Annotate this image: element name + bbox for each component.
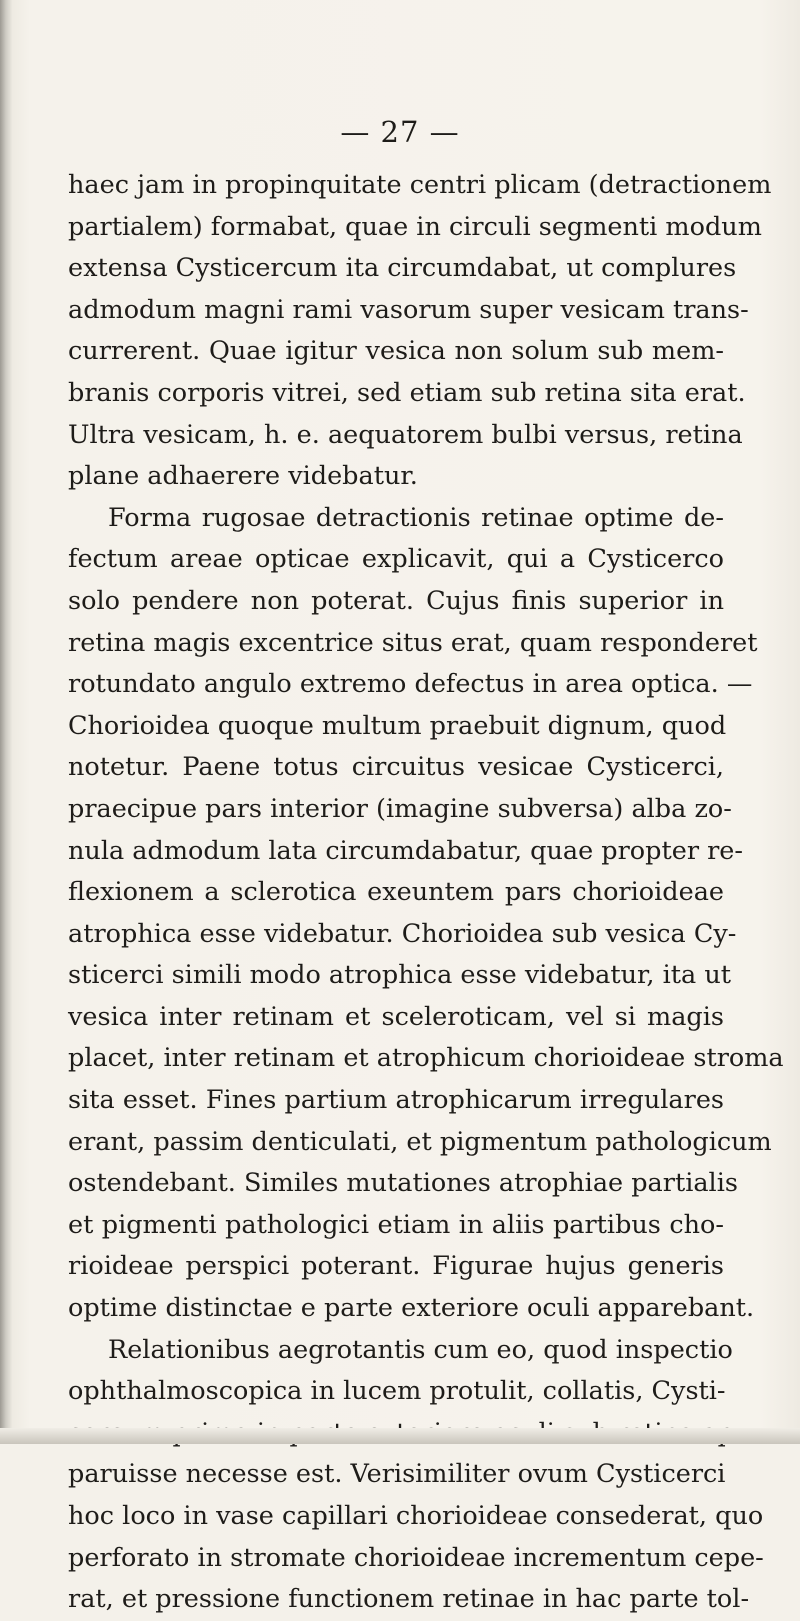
text-line: vesica inter retinam et sceleroticam, vel si magis <box>68 1001 724 1032</box>
text-line: retina magis excentrice situs erat, quam responderet <box>68 627 758 658</box>
text-line: fectum areae opticae explicavit, qui a Cysticerco <box>68 544 724 575</box>
text-line: perforato in stromate chorioideae incrementum cepe- <box>68 1542 764 1573</box>
text-line: extensa Cysticercum ita circumdabat, ut complures <box>68 253 737 284</box>
text-line: rioideae perspici poterant. Figurae hujus generis <box>68 1251 724 1282</box>
text-line: sita esset. Fines partium atrophicarum irregulares <box>68 1085 724 1116</box>
text-line: currerent. Quae igitur vesica non solum sub mem- <box>68 336 724 367</box>
page-number: — 27 — <box>340 115 460 149</box>
text-line: ophthalmoscopica in lucem protulit, collatis, Cysti- <box>68 1376 726 1407</box>
text-line: nula admodum lata circumdabatur, quae propter re- <box>68 835 744 866</box>
text-line: Forma rugosae detractionis retinae optime de- <box>108 502 724 533</box>
text-line: atrophica esse videbatur. Chorioidea sub vesica Cy- <box>68 918 737 949</box>
text-line: notetur. Paene totus circuitus vesicae Cysticerci, <box>68 752 724 783</box>
text-line: et pigmenti pathologici etiam in aliis partibus cho- <box>68 1209 724 1240</box>
page-bottom-edge <box>0 1428 800 1444</box>
text-line: sticerci simili modo atrophica esse videbatur, ita ut <box>68 960 731 991</box>
text-line: Chorioidea quoque multum praebuit dignum, quod <box>68 710 727 741</box>
text-line: rat, et pressione functionem retinae in hac parte tol- <box>68 1584 750 1615</box>
text-line: Ultra vesicam, h. e. aequatorem bulbi versus, retina <box>68 419 743 450</box>
page-gutter-edge <box>0 0 12 1444</box>
text-line: branis corporis vitrei, sed etiam sub retina sita erat. <box>68 377 746 408</box>
body-text <box>68 165 784 1621</box>
text-line: flexionem a sclerotica exeuntem pars chorioideae <box>68 877 724 908</box>
text-line: hoc loco in vase capillari chorioideae consederat, quo <box>68 1501 764 1531</box>
text-line: optime distinctae e parte exteriore oculi apparebant. <box>68 1293 755 1324</box>
text-line: erant, passim denticulati, et pigmentum pathologicum <box>68 1126 772 1157</box>
text-line: plane adhaerere videbatur. <box>68 461 418 492</box>
text-line: ostendebant. Similes mutationes atrophiae partialis <box>68 1168 738 1199</box>
text-line: paruisse necesse est. Verisimiliter ovum Cysticerci <box>68 1459 726 1490</box>
text-line: Relationibus aegrotantis cum eo, quod inspectio <box>108 1334 733 1365</box>
text-line: rotundato angulo extremo defectus in area optica. — <box>68 669 753 700</box>
text-line: solo pendere non poterat. Cujus finis superior in <box>68 585 724 616</box>
text-line: placet, inter retinam et atrophicum chorioideae stroma <box>68 1043 784 1074</box>
text-line: haec jam in propinquitate centri plicam (detractionem <box>68 170 772 200</box>
text-line: praecipue pars interior (imagine subversa) alba zo- <box>68 793 732 824</box>
text-line: partialem) formabat, quae in circuli segmenti modum <box>68 211 762 242</box>
text-line: admodum magni rami vasorum super vesicam trans- <box>68 294 749 325</box>
